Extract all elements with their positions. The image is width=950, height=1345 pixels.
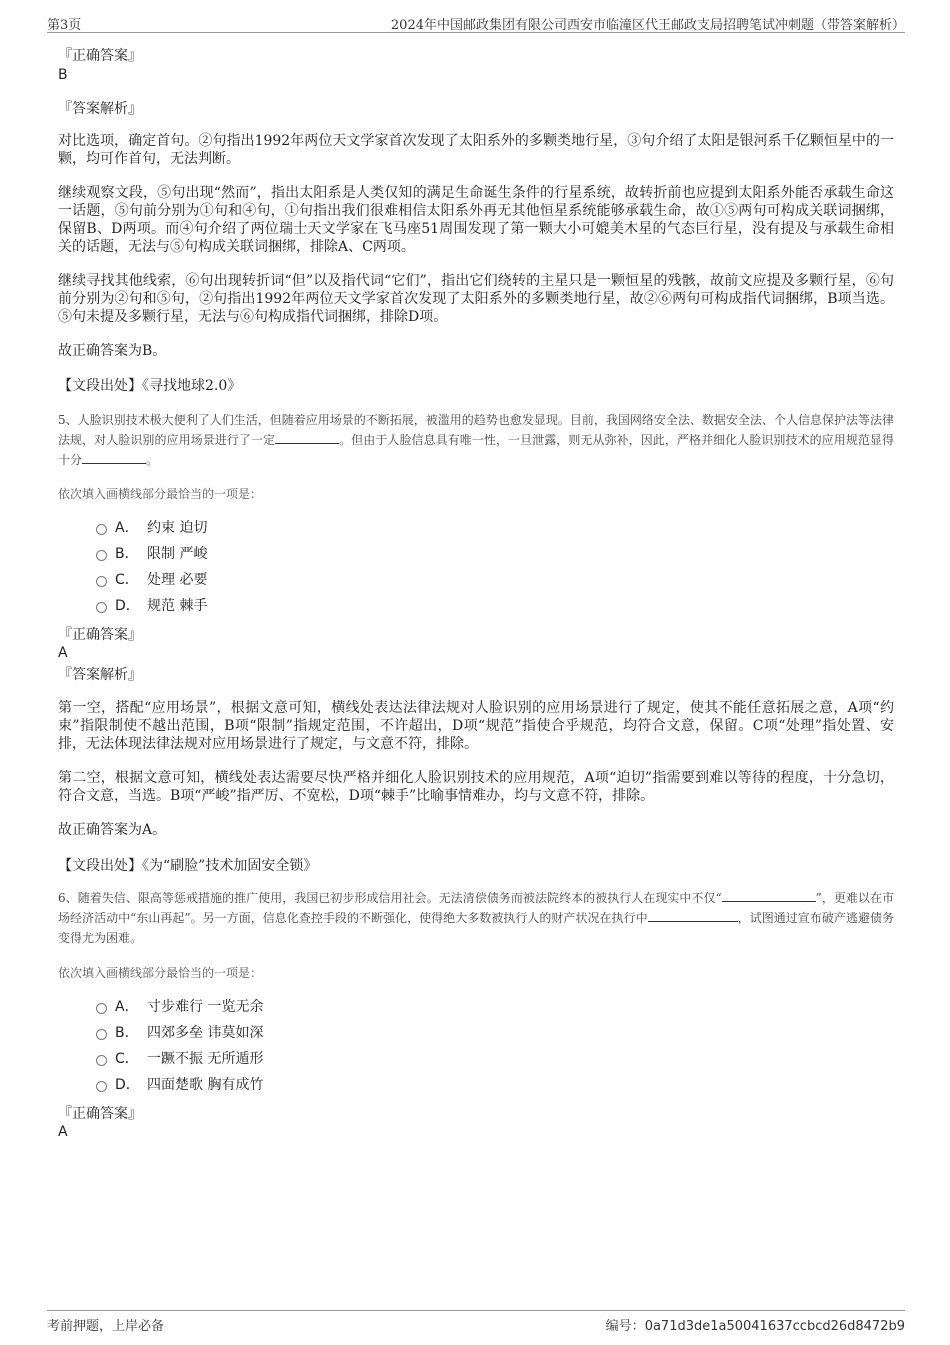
q6-option-a[interactable] [96, 997, 263, 1017]
document-code-label: 编号： [605, 1319, 645, 1334]
q6-stem-part1: 6、随着失信、限高等惩戒措施的推广使用，我国已初步形成信用社会。无法清偿债务而被法院终本的被执行人在现实中不仅“ [58, 891, 722, 905]
q4-answer-label: 『正确答案』 [58, 48, 142, 64]
q4-analysis-label: 『答案解析』 [58, 101, 142, 117]
q6-stem [58, 888, 894, 948]
q5-blank-2 [82, 451, 146, 464]
radio-icon[interactable] [96, 576, 107, 587]
q5-option-a[interactable] [96, 518, 207, 538]
q5-option-d[interactable] [96, 596, 207, 616]
option-text: 限制 严峻 [147, 546, 208, 562]
q5-stem-part2: 。但由于人脸信息具有唯一性，一旦泄露，则无从弥补，因此，严格并细化人脸识别技术的应用规范显得十分 [58, 433, 894, 467]
option-letter: D． [115, 598, 140, 614]
q5-option-b[interactable] [96, 544, 207, 564]
q6-option-c[interactable] [96, 1049, 263, 1069]
option-letter: D． [115, 1077, 140, 1093]
q5-stem [58, 410, 894, 470]
q5-conclusion: 故正确答案为A。 [58, 822, 167, 838]
q5-analysis-p2: 第二空，根据文意可知，横线处表达需要尽快严格并细化人脸识别技术的应用规范，A项“迫切”指需要到难以等待的程度，十分急切，符合文意，当选。B项“严峻”指严厉、不宽松，D项“棘手”比喻事情难办，均与文意不符，排除。 [58, 770, 894, 804]
q6-option-d[interactable] [96, 1075, 263, 1095]
q4-analysis-p3: 继续寻找其他线索，⑥句出现转折词“但”以及指代词“它们”，指出它们绕转的主星只是一颗恒星的残骸，故前文应提及多颗行星，⑥句前分别为②句和⑤句，②句指出1992年两位天文学家首次发现了太阳系外的多颗类地行星，故②⑥两句可构成指代词捆绑，B项当选。⑤句未提及多颗行星，无法与⑥句构成指代词捆绑，排除D项。 [58, 273, 894, 325]
q5-stem-part1: 5、人脸识别技术极大便利了人们生活，但随着应用场景的不断拓展，被滥用的趋势也愈发显现。目前，我国网络安全法、数据安全法、个人信息保护法等法律法规，对人脸识别的应用场景进行了一定 [58, 413, 894, 447]
q6-blank-1 [722, 889, 816, 902]
radio-icon[interactable] [96, 1003, 107, 1014]
radio-icon[interactable] [96, 1029, 107, 1040]
q5-analysis-label: 『答案解析』 [58, 667, 142, 683]
option-letter: B． [115, 1025, 139, 1041]
option-text: 处理 必要 [147, 572, 208, 588]
radio-icon[interactable] [96, 524, 107, 535]
q6-answer-label: 『正确答案』 [58, 1106, 142, 1122]
q4-source: 【文段出处】《寻找地球2.0》 [58, 378, 242, 394]
page-footer [47, 1310, 905, 1335]
document-code [606, 1315, 905, 1334]
q5-option-c[interactable] [96, 570, 207, 590]
document-code-value: 0a71d3de1a50041637ccbcd26d8472b9 [644, 1319, 905, 1334]
page-header [47, 12, 905, 33]
option-letter: A． [115, 999, 139, 1015]
option-text: 约束 迫切 [147, 520, 208, 536]
option-text: 四郊多垒 讳莫如深 [147, 1025, 264, 1041]
document-title: 2024年中国邮政集团有限公司西安市临潼区代王邮政支局招聘笔试冲刺题（带答案解析） [390, 18, 905, 33]
q5-blank-1 [275, 431, 339, 444]
q6-instruction: 依次填入画横线部分最恰当的一项是： [58, 966, 263, 980]
q6-stem-part2: ”，更难以在市场经济活动中“东山再起”。另一方面，信息化查控手段的不断强化，使得绝大多数被执行人的财产状况在执行中 [58, 891, 894, 925]
q4-answer: B [58, 67, 68, 83]
q4-analysis-p2: 继续观察文段，⑤句出现“然而”，指出太阳系是人类仅知的满足生命诞生条件的行星系统，故转折前也应提到太阳系外能否承载生命这一话题，⑤句前分别为①句和④句，①句指出我们很难相信太阳系外再无其他恒星系统能够承载生命，故①⑤两句可构成关联词捆绑，保留B、D两项。而④句介绍了两位瑞士天文学家在飞马座51周围发现了第一颗大小可媲美木星的气态巨行星，没有提及与承载生命相关的话题，无法与⑤句构成关联词捆绑，排除A、C两项。 [58, 185, 894, 255]
radio-icon[interactable] [96, 602, 107, 613]
radio-icon[interactable] [96, 1081, 107, 1092]
radio-icon[interactable] [96, 550, 107, 561]
option-text: 一蹶不振 无所遁形 [147, 1051, 264, 1067]
option-text: 四面楚歌 胸有成竹 [147, 1077, 264, 1093]
q6-answer: A [58, 1124, 68, 1140]
footer-slogan: 考前押题，上岸必备 [47, 1319, 165, 1334]
option-letter: C． [115, 1051, 139, 1067]
q5-answer-label: 『正确答案』 [58, 627, 142, 643]
option-text: 规范 棘手 [147, 598, 208, 614]
option-letter: C． [115, 572, 139, 588]
q4-analysis-p1: 对比选项，确定首句。②句指出1992年两位天文学家首次发现了太阳系外的多颗类地行星，③句介绍了太阳是银河系千亿颗恒星中的一颗，均可作首句，无法判断。 [58, 133, 894, 167]
q4-conclusion: 故正确答案为B。 [58, 343, 167, 359]
q5-stem-part3: 。 [146, 453, 159, 467]
q6-stem-part3: ，试图通过宣布破产逃避债务变得尤为困难。 [58, 911, 894, 945]
radio-icon[interactable] [96, 1055, 107, 1066]
page-number: 第3页 [47, 18, 82, 33]
q6-blank-2 [648, 909, 738, 922]
option-letter: A． [115, 520, 139, 536]
option-letter: B． [115, 546, 139, 562]
q5-instruction: 依次填入画横线部分最恰当的一项是： [58, 487, 263, 501]
q5-source: 【文段出处】《为“刷脸”技术加固安全锁》 [58, 858, 318, 874]
q6-option-b[interactable] [96, 1023, 263, 1043]
q5-answer: A [58, 645, 68, 661]
option-text: 寸步难行 一览无余 [147, 999, 264, 1015]
q5-analysis-p1: 第一空，搭配“应用场景”，根据文意可知，横线处表达法律法规对人脸识别的应用场景进行了规定，使其不能任意拓展之意，A项“约束”指限制使不越出范围，B项“限制”指规定范围，不许超出，D项“规范”指使合乎规范，均符合文意，保留。C项“处理”指处置、安排，无法体现法律法规对应用场景进行了规定，与文意不符，排除。 [58, 700, 894, 752]
